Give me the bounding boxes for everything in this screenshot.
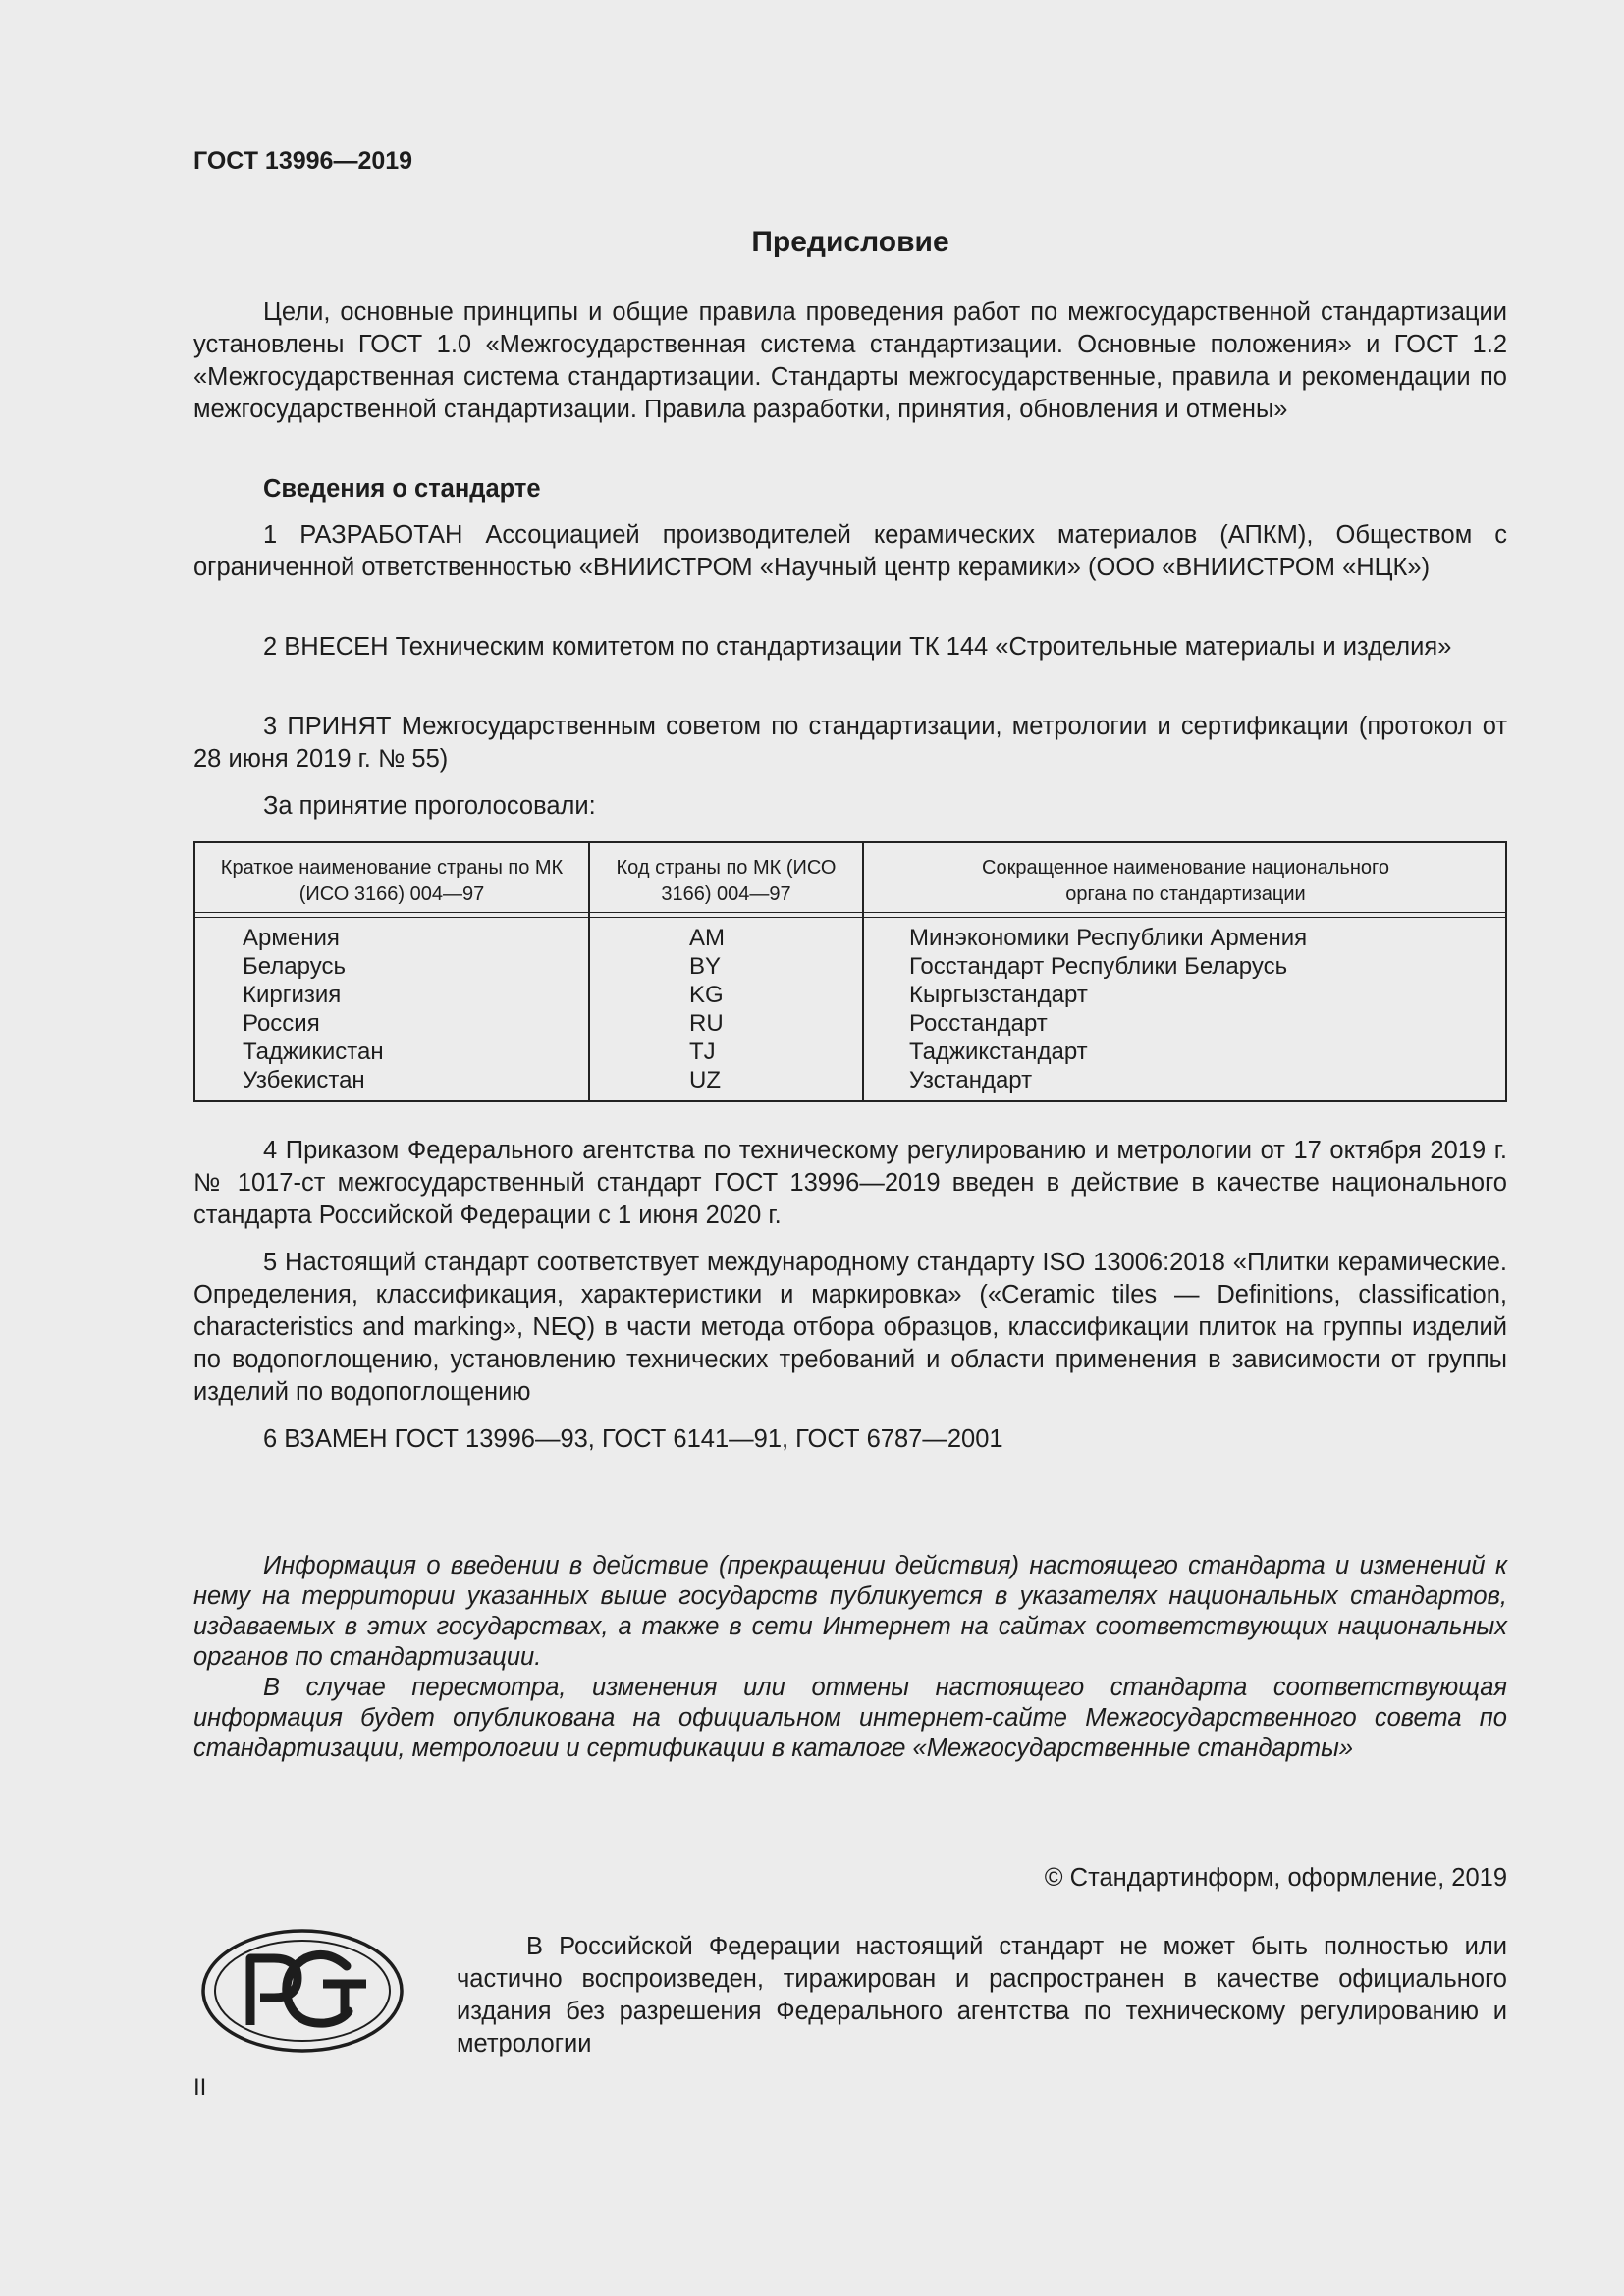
reproduction-notice: В Российской Федерации настоящий стандарт не может быть полностью или частично воспроизведен, тиражирован и распространен в качестве официального издания без разрешения Федерального агентства по техническому регулированию и метрологии <box>457 1933 1507 2057</box>
table-cell-code: TJ <box>689 1039 716 1065</box>
copyright: © Стандартинформ, оформление, 2019 <box>1044 1864 1507 1892</box>
table-cell-body: Кыргызстандарт <box>909 982 1088 1008</box>
table-cell-code: BY <box>689 953 722 980</box>
italic-note-2: В случае пересмотра, изменения или отмены настоящего стандарта соответствующая информация будет опубликована на официальном интернет-сайте Межгосударственного совета по стандартизации, метрологии и сертификации в каталоге «Межгосударственные стандарты» <box>193 1674 1507 1762</box>
table-cell-body: Узстандарт <box>909 1067 1033 1094</box>
body-column <box>909 924 1307 1095</box>
table-cell-body: Росстандарт <box>909 1010 1048 1037</box>
table-header-country: Краткое наименование страны по МК (ИСО 3166) 004—97 <box>220 857 564 905</box>
code-column <box>689 924 725 1095</box>
table-cell-country: Беларусь <box>243 953 346 980</box>
vote-label: За принятие проголосовали: <box>263 792 596 820</box>
voting-table <box>193 841 1507 1102</box>
page-number: II <box>193 2074 207 2101</box>
item-2-submitted: 2 ВНЕСЕН Техническим комитетом по стандартизации ТК 144 «Строительные материалы и изделия» <box>263 633 1452 661</box>
document-code-header: ГОСТ 13996—2019 <box>193 147 413 175</box>
item-3-adopted: 3 ПРИНЯТ Межгосударственным советом по стандартизации, метрологии и сертификации (протокол от 28 июня 2019 г. № 55) <box>193 713 1507 773</box>
table-cell-body: Госстандарт Республики Беларусь <box>909 953 1288 980</box>
page-title: Предисловие <box>751 226 949 258</box>
item-4-enacted: 4 Приказом Федерального агентства по техническому регулированию и метрологии от 17 октября 2019 г. № 1017-ст межгосударственный стандарт ГОСТ 13996—2019 введен в действие в качестве национального стандарта Российской Федерации с 1 июня 2020 г. <box>193 1137 1507 1229</box>
italic-note-1: Информация о введении в действие (прекращении действия) настоящего стандарта и изменений к нему на территории указанных выше государств публикуется в указателях национальных стандартов, издаваемых в этих государствах, а также в сети Интернет на сайтах соответствующих национальных органов по стандартизации. <box>193 1552 1507 1671</box>
item-6-replaces: 6 ВЗАМЕН ГОСТ 13996—93, ГОСТ 6141—91, ГОСТ 6787—2001 <box>263 1425 1003 1453</box>
table-header-body: Сокращенное наименование национального органа по стандартизации <box>982 857 1389 905</box>
table-cell-country: Россия <box>243 1010 320 1037</box>
header-rule <box>195 917 1505 918</box>
table-cell-code: AM <box>689 925 725 951</box>
info-heading: Сведения о стандарте <box>263 475 541 503</box>
table-cell-code: UZ <box>689 1067 721 1094</box>
table-cell-body: Таджикстандарт <box>909 1039 1088 1065</box>
table-cell-country: Киргизия <box>243 982 342 1008</box>
table-cell-country: Таджикистан <box>243 1039 384 1065</box>
item-5-correspondence: 5 Настоящий стандарт соответствует международному стандарту ISO 13006:2018 «Плитки керамические. Определения, классификация, характеристики и маркировка» («Ceramic tiles — Definitions, classification, characteristics and marking», NEQ) в части метода отбора образцов, классификации плиток на группы изделий по водопоглощению, установлению технических требований и области применения в зависимости от группы изделий по водопоглощению <box>193 1249 1507 1406</box>
rst-certification-mark-icon <box>199 1927 406 2059</box>
table-cell-country: Армения <box>243 925 340 951</box>
table-cell-country: Узбекистан <box>243 1067 365 1094</box>
item-1-developed: 1 РАЗРАБОТАН Ассоциацией производителей керамических материалов (АПКМ), Обществом с ограниченной ответственностью «ВНИИСТРОМ «Научный центр керамики» (ООО «ВНИИСТРОМ «НЦК») <box>193 521 1507 581</box>
table-header-code: Код страны по МК (ИСО 3166) 004—97 <box>616 857 837 905</box>
table-cell-body: Минэкономики Республики Армения <box>909 925 1308 951</box>
header-rule <box>195 912 1505 913</box>
table-cell-code: RU <box>689 1010 724 1037</box>
table-cell-code: KG <box>689 982 724 1008</box>
country-column <box>243 924 384 1095</box>
intro-paragraph: Цели, основные принципы и общие правила проведения работ по межгосударственной стандартизации установлены ГОСТ 1.0 «Межгосударственная система стандартизации. Основные положения» и ГОСТ 1.2 «Межгосударственная система стандартизации. Стандарты межгосударственные, правила и рекомендации по межгосударственной стандартизации. Правила разработки, принятия, обновления и отмены» <box>193 298 1507 423</box>
